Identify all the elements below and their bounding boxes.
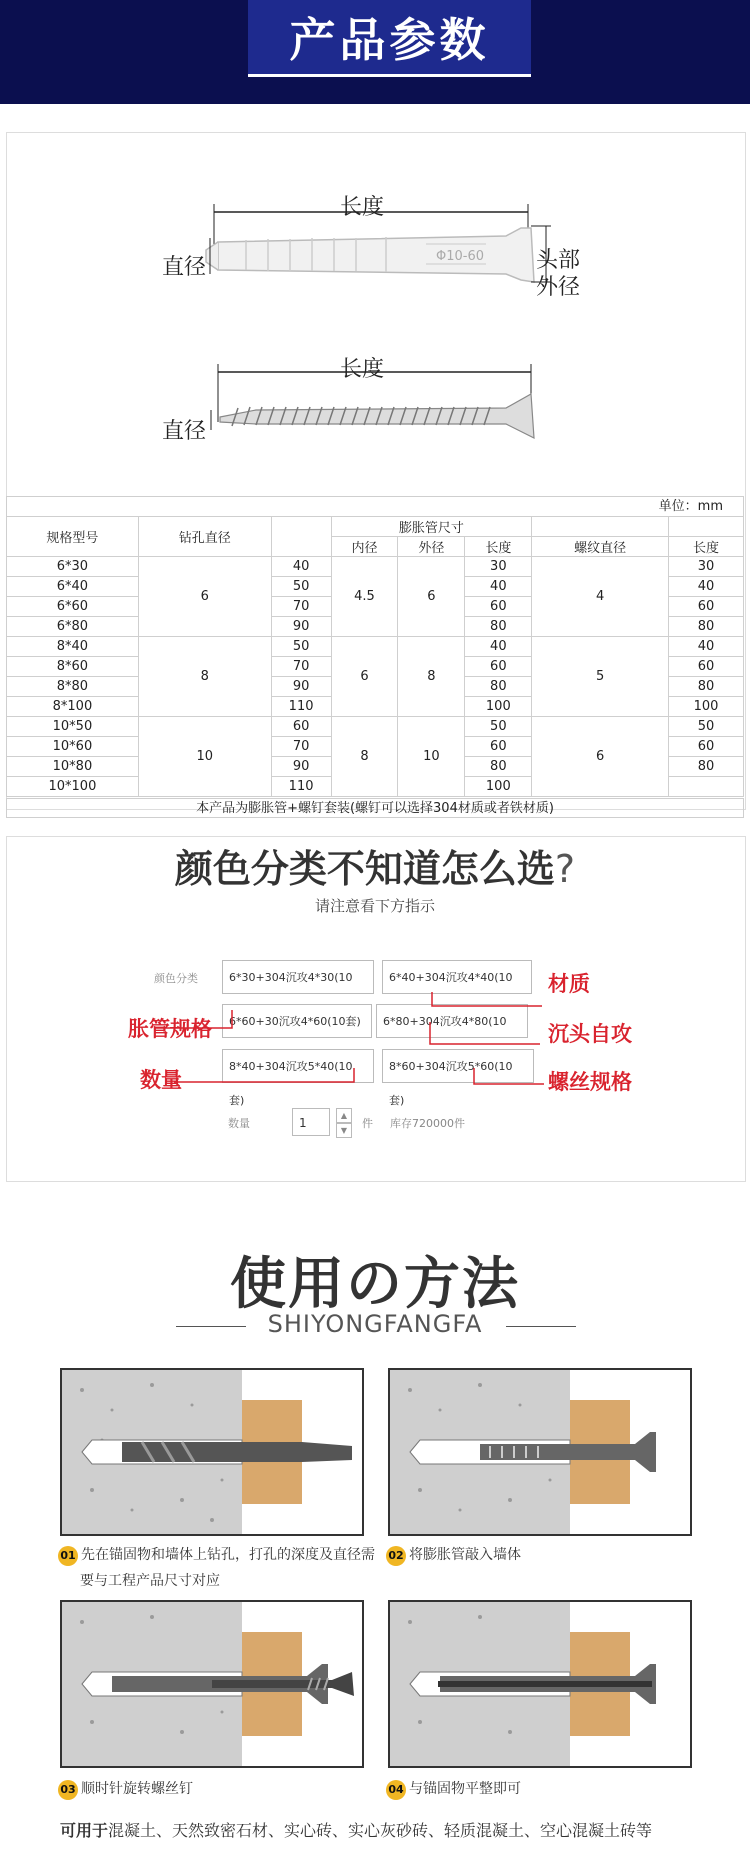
page-title: 产品参数: [289, 13, 490, 67]
head-label-2: 外径: [536, 275, 581, 300]
step1-caption: 01 先在锚固物和墙体上钻孔，打孔的深度及直径需 要与工程产品尺寸对应: [58, 1544, 378, 1590]
table-row: 10*50 10 60 8 10 50 6 50: [7, 717, 744, 737]
th-tube: 膨胀管尺寸: [331, 517, 532, 537]
callout-material: 材质: [548, 972, 590, 996]
th-model: 规格型号: [7, 517, 139, 557]
step2-caption: 02 将膨胀管敲入墙体: [386, 1544, 706, 1566]
screw-length-label: 长度: [340, 357, 385, 382]
callout-countersunk: 沉头自攻: [548, 1022, 632, 1046]
color-guide-title: 颜色分类不知道怎么选?: [174, 847, 576, 891]
screw-diameter-label: 直径: [162, 419, 207, 444]
step1-badge: 01: [58, 1546, 78, 1566]
product-diagram: [6, 132, 744, 492]
option-6x60[interactable]: 6*60+30沉攻4*60(10套): [222, 1004, 372, 1038]
th-drill: 钻孔直径: [138, 517, 271, 557]
th-outer: 外径: [398, 537, 465, 557]
table-row: 8*60 70 60 60: [7, 657, 744, 677]
table-row: 10*80 90 80 80: [7, 757, 744, 777]
table-note: 本产品为膨胀管+螺钉套装(螺钉可以选择304材质或者铁材质): [6, 798, 744, 818]
callout-lines: [0, 940, 750, 1100]
color-guide-subtitle: 请注意看下方指示: [314, 897, 435, 915]
qty-decrement-button[interactable]: ▼: [336, 1123, 352, 1138]
unit-label: 单位：mm: [6, 496, 744, 516]
qty-increment-button[interactable]: ▲: [336, 1108, 352, 1123]
option-8x60[interactable]: 8*60+304沉攻5*60(10套): [382, 1049, 534, 1083]
table-row: 10*100 110 100: [7, 777, 744, 797]
th-inner: 内径: [331, 537, 398, 557]
table-row: 6*80 90 80 80: [7, 617, 744, 637]
callout-tube-spec: 胀管规格: [128, 1017, 212, 1041]
th-thread: 螺纹直径: [532, 537, 669, 557]
step4-badge: 04: [386, 1780, 406, 1800]
callout-screw-spec: 螺丝规格: [548, 1070, 632, 1094]
step2-badge: 02: [386, 1546, 406, 1566]
qty-unit: 件: [362, 1117, 373, 1130]
table-row: 6*40 50 40 40: [7, 577, 744, 597]
qty-label: 数量: [228, 1117, 250, 1130]
table-row: 8*40 8 50 6 8 40 5 40: [7, 637, 744, 657]
category-label: 颜色分类: [154, 972, 198, 985]
table-row: 8*100 110 100 100: [7, 697, 744, 717]
step4-illustration: [388, 1600, 692, 1768]
step1-illustration: [60, 1368, 364, 1536]
table-row: 10*60 70 60 60: [7, 737, 744, 757]
applicable-materials: 可用于混凝土、天然致密石材、实心砖、实心灰砂砖、轻质混凝土、空心混凝土砖等: [60, 1821, 653, 1840]
th-length: 长度: [465, 537, 532, 557]
stock-text: 库存720000件: [390, 1117, 465, 1130]
step3-illustration: [60, 1600, 364, 1768]
usage-title: 使用の方法: [230, 1252, 520, 1317]
anchor-length-label: 长度: [340, 195, 385, 220]
th-screw-length: 长度: [669, 537, 744, 557]
spec-table: [6, 516, 744, 797]
step3-badge: 03: [58, 1780, 78, 1800]
option-6x40[interactable]: 6*40+304沉攻4*40(10: [382, 960, 532, 994]
anchor-diameter-label: 直径: [162, 255, 207, 280]
screw-image: [220, 394, 534, 438]
anchor-marking: Φ10-60: [436, 249, 485, 264]
table-row: 6*30 6 40 4.5 6 30 4 30: [7, 557, 744, 577]
step3-caption: 03 顺时针旋转螺丝钉: [58, 1778, 378, 1800]
table-row: 6*60 70 60 60: [7, 597, 744, 617]
anchor-image: [206, 228, 534, 282]
header-title-box: [248, 0, 531, 77]
option-6x30[interactable]: 6*30+304沉攻4*30(10: [222, 960, 374, 994]
step4-caption: 04 与锚固物平整即可: [386, 1778, 706, 1800]
option-6x80[interactable]: 6*80+304沉攻4*80(10: [376, 1004, 528, 1038]
head-label-1: 头部: [536, 248, 581, 273]
callout-quantity: 数量: [140, 1068, 182, 1092]
usage-subtitle: SHIYONGFANGFA: [267, 1310, 483, 1338]
table-row: 8*80 90 80 80: [7, 677, 744, 697]
option-8x40[interactable]: 8*40+304沉攻5*40(10套): [222, 1049, 374, 1083]
step2-illustration: [388, 1368, 692, 1536]
quantity-input[interactable]: 1: [292, 1108, 330, 1136]
